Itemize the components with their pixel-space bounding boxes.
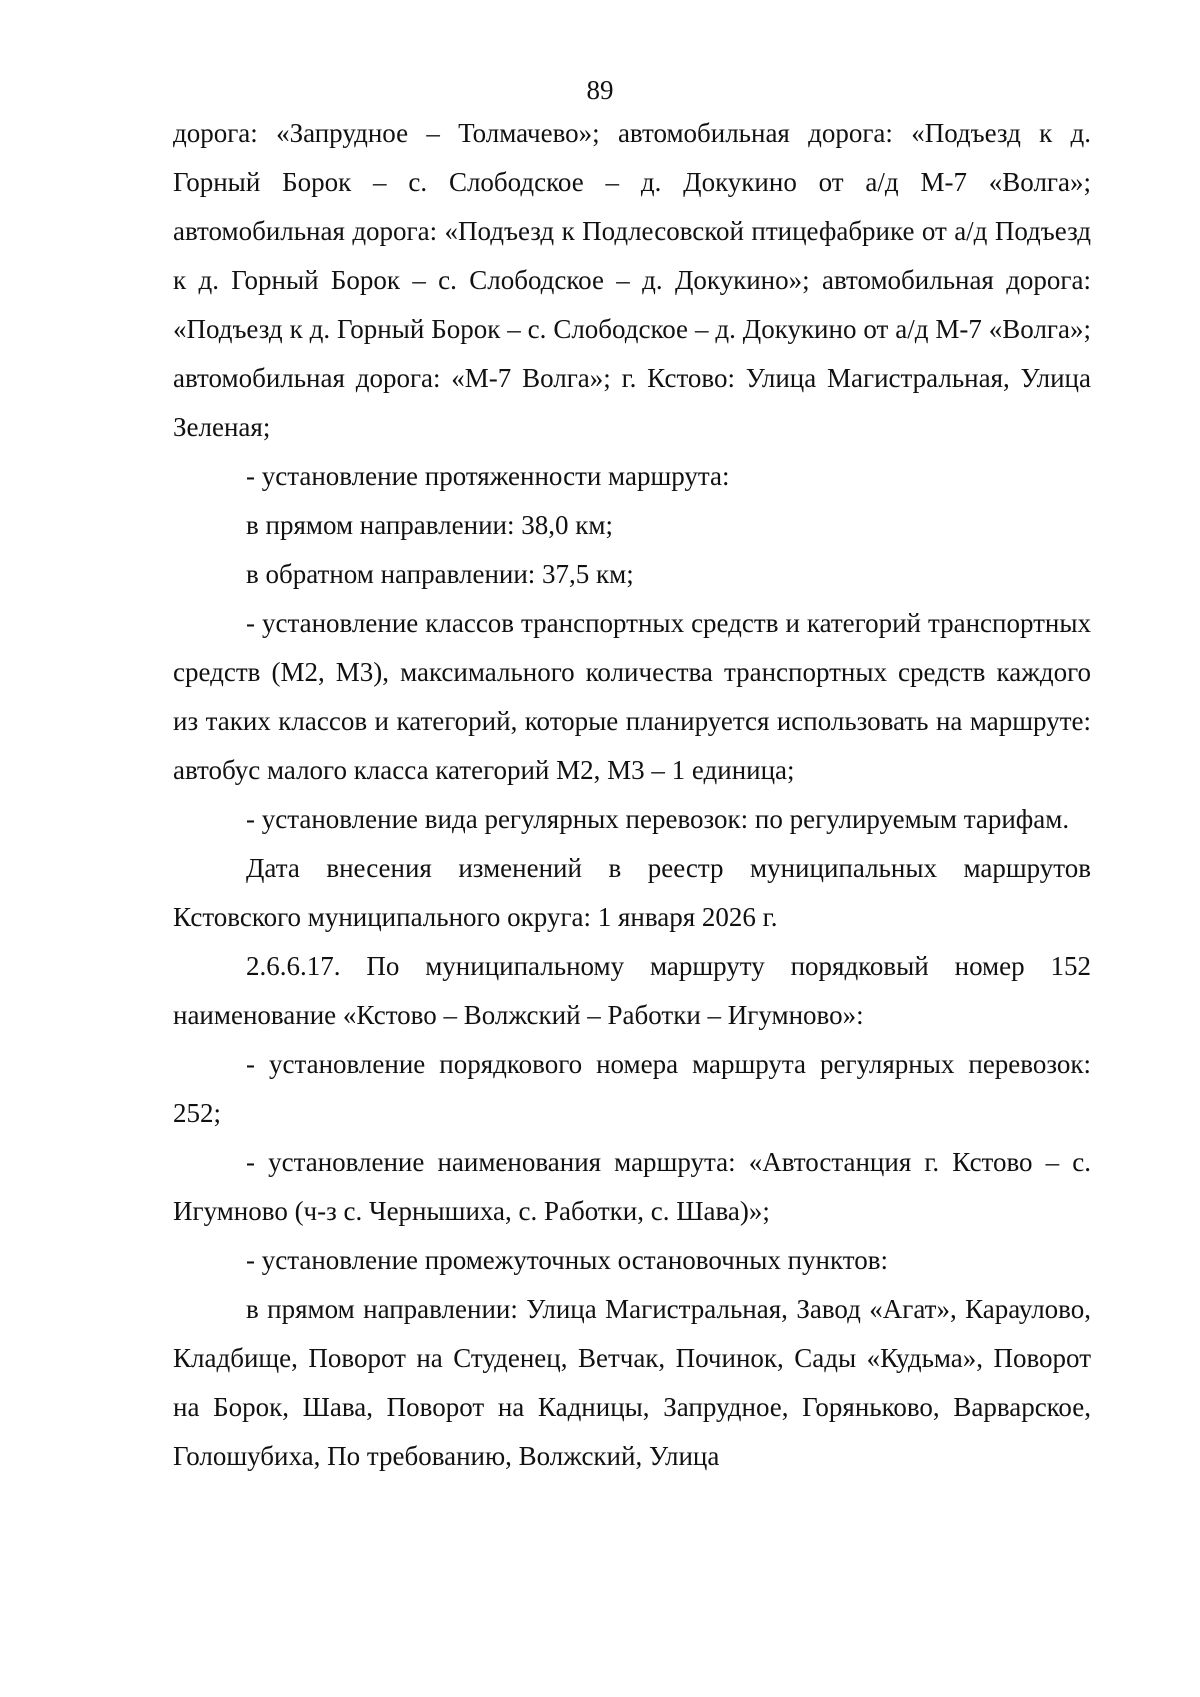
paragraph-transport-type: - установление вида регулярных перевозок: по регулируемым тарифам. <box>246 804 1070 834</box>
paragraph-registry-date: Дата внесения изменений в реестр муниципальных маршрутов Кстовского муниципального округа: 1 января 2026 г. <box>173 853 1091 932</box>
paragraph-road-list: дорога: «Запрудное – Толмачево»; автомобильная дорога: «Подъезд к д. Горный Борок – с. Слободское – д. Докукино от а/д М-7 «Волга»; автомобильная дорога: «Подъезд к Подлесовской птицефабрике от а/д Подъезд к д. Горный Борок – с. Слободское – д. Докукино»; автомобильная дорога: «Подъезд к д. Горный Борок – с. Слободское – д. Докукино от а/д М-7 «Волга»; автомобильная дорога: «М-7 Волга»; г. Кстово: Улица Магистральная, Улица Зеленая; <box>173 118 1091 442</box>
page-number: 89 <box>586 75 614 105</box>
paragraph-forward-stops: в прямом направлении: Улица Магистральная, Завод «Агат», Караулово, Кладбище, Поворот на Студенец, Ветчак, Починок, Сады «Кудьма», Поворот на Борок, Шава, Поворот на Кадницы, Запрудное, Горяньково, Варварское, Голошубиха, По требованию, Волжский, Улица <box>173 1294 1091 1471</box>
paragraph-route-152: 2.6.6.17. По муниципальному маршруту порядковый номер 152 наименование «Кстово – Волжский – Работки – Игумново»: <box>173 951 1091 1030</box>
paragraph-intermediate-stops: - установление промежуточных остановочных пунктов: <box>246 1245 888 1275</box>
paragraph-return-length: в обратном направлении: 37,5 км; <box>246 559 634 589</box>
paragraph-vehicle-classes: - установление классов транспортных средств и категорий транспортных средств (М2, М3), максимального количества транспортных средств каждого из таких классов и категорий, которые планируется использовать на маршруте: автобус малого класса категорий М2, М3 – 1 единица; <box>173 608 1091 785</box>
paragraph-route-length: - установление протяженности маршрута: <box>246 461 730 491</box>
paragraph-route-number: - установление порядкового номера маршрута регулярных перевозок: 252; <box>173 1049 1091 1128</box>
document-body <box>173 109 1091 1481</box>
paragraph-forward-length: в прямом направлении: 38,0 км; <box>246 510 613 540</box>
paragraph-route-name: - установление наименования маршрута: «Автостанция г. Кстово – с. Игумново (ч-з с. Чернышиха, с. Работки, с. Шава)»; <box>173 1147 1091 1226</box>
